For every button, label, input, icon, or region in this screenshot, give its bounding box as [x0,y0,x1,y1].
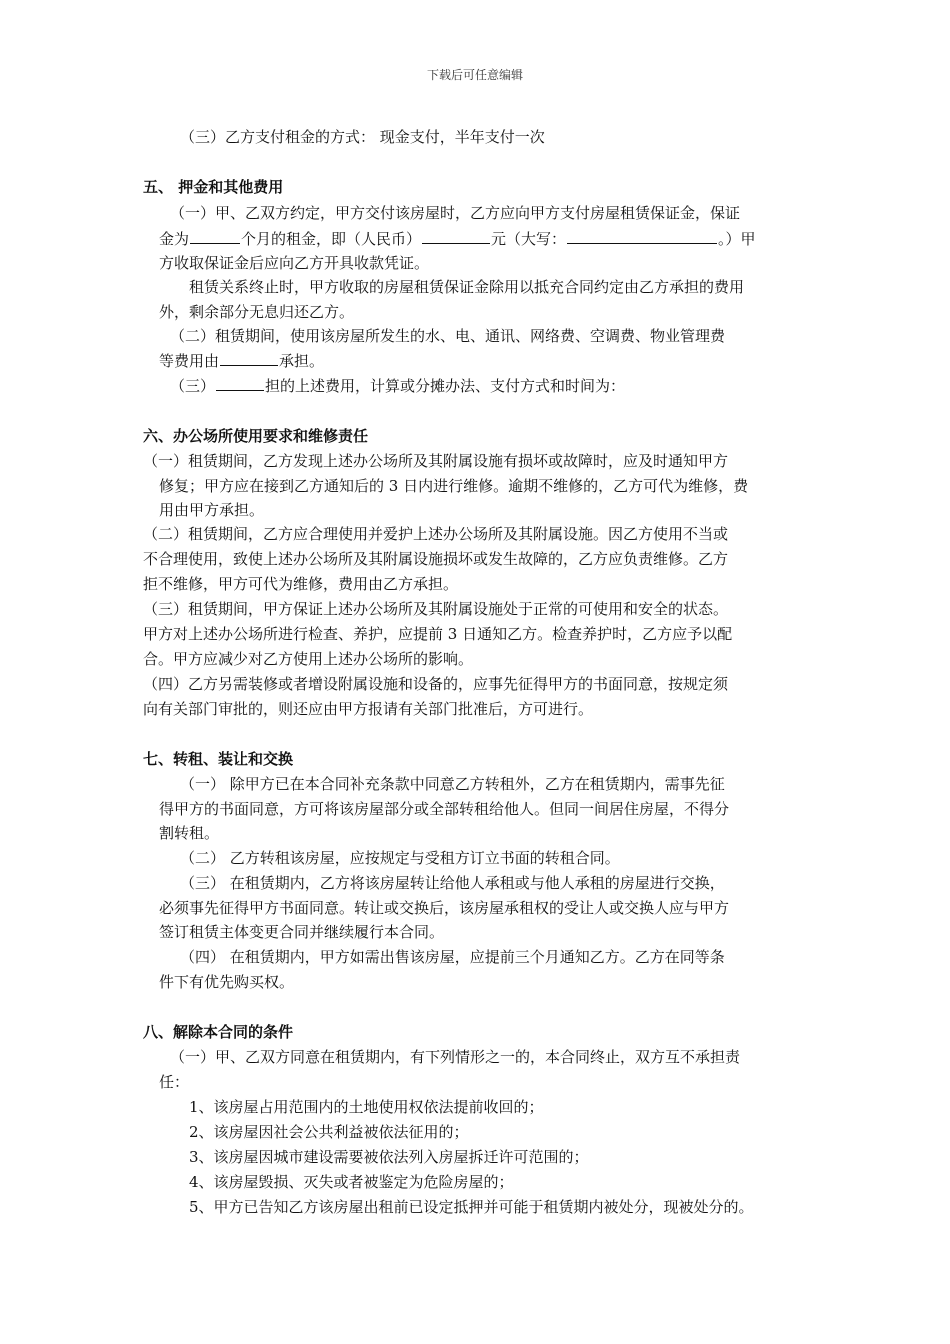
text-run: 。）甲 [718,230,756,248]
section-8-heading: 八、解除本合同的条件 [143,1023,294,1041]
sublet-para-line: 签订租赁主体变更合同并继续履行本合同。 [159,923,445,941]
maintenance-para-line: 甲方对上述办公场所进行检查、养护，应提前 3 日通知乙方。检查养护时，乙方应予以配 [143,625,733,643]
payment-method-line: （三）乙方支付租金的方式： 现金支付，半年支付一次 [180,128,545,146]
sublet-para-line: 割转租。 [159,824,220,842]
deposit-amount-line [159,228,756,249]
sublet-para-line: （四） 在租赁期内，甲方如需出售该房屋，应提前三个月通知乙方。乙方在同等条 [180,948,725,966]
deposit-para-line: （一）甲、乙双方约定，甲方交付该房屋时，乙方应向甲方支付房屋租赁保证金，保证 [170,204,741,222]
deposit-para-line: 方收取保证金后应向乙方开具收款凭证。 [159,254,430,272]
section-7-heading: 七、转租、装让和交换 [143,750,294,768]
maintenance-para-line: 修复；甲方应在接到乙方通知后的 3 日内进行维修。逾期不维修的，乙方可代为维修，费 [159,477,749,495]
text-run: 元（大写： [491,230,567,248]
termination-item: 5、甲方已告知乙方该房屋出租前已设定抵押并可能于租赁期内被处分，现被处分的。 [189,1198,754,1216]
fee-party-blank[interactable] [216,375,264,391]
maintenance-para-line: （二）租赁期间，乙方应合理使用并爱护上述办公场所及其附属设施。因乙方使用不当或 [143,525,729,543]
section-5-heading: 五、 押金和其他费用 [143,178,284,196]
text-run: （三） [170,377,216,395]
maintenance-para-line: （四）乙方另需装修或者增设附属设施和设备的，应事先征得甲方的书面同意，按规定须 [143,675,729,693]
section-6-heading: 六、办公场所使用要求和维修责任 [143,427,369,445]
fee-bearer-blank[interactable] [220,350,278,366]
sublet-para-line: （二） 乙方转租该房屋，应按规定与受租方订立书面的转租合同。 [180,849,620,867]
maintenance-para-line: 不合理使用，致使上述办公场所及其附属设施损坏或发生故障的，乙方应负责维修。乙方 [143,550,729,568]
termination-item: 2、该房屋因社会公共利益被依法征用的； [189,1123,469,1141]
text-run: 个月的租金，即（人民币） [241,230,422,248]
deposit-para-line: 租赁关系终止时，甲方收取的房屋租赁保证金除用以抵充合同约定由乙方承担的费用 [189,278,745,296]
termination-item: 1、该房屋占用范围内的土地使用权依法提前收回的； [189,1098,544,1116]
termination-item: 3、该房屋因城市建设需要被依法列入房屋拆迁许可范围的； [189,1148,589,1166]
maintenance-para-line: 拒不维修，甲方可代为维修，费用由乙方承担。 [143,575,459,593]
text-run: 承担。 [279,352,325,370]
sublet-para-line: 件下有优先购买权。 [159,973,295,991]
maintenance-para-line: （一）租赁期间，乙方发现上述办公场所及其附属设施有损坏或故障时，应及时通知甲方 [143,452,729,470]
maintenance-para-line: 向有关部门审批的，则还应由甲方报请有关部门批准后，方可进行。 [143,700,594,718]
sublet-para-line: （三） 在租赁期内，乙方将该房屋转让给他人承租或与他人承租的房屋进行交换， [180,874,725,892]
text-run: 等费用由 [159,352,220,370]
fees-para-line: （二）租赁期间，使用该房屋所发生的水、电、通讯、网络费、空调费、物业管理费 [170,327,726,345]
amount-in-words-blank[interactable] [567,228,717,244]
deposit-para-line: 外，剩余部分无息归还乙方。 [159,303,355,321]
sublet-para-line: 必须事先征得甲方书面同意。转让或交换后，该房屋承租权的受让人或交换人应与甲方 [159,899,730,917]
sublet-para-line: （一） 除甲方已在本合同补充条款中同意乙方转租外，乙方在租赁期内，需事先征 [180,775,725,793]
text-run: 金为 [159,230,190,248]
maintenance-para-line: 用由甲方承担。 [159,501,265,519]
termination-para-line: （一）甲、乙双方同意在租赁期内，有下列情形之一的，本合同终止，双方互不承担责 [170,1048,741,1066]
termination-para-line: 任： [159,1073,190,1091]
page-header: 下载后可任意编辑 [426,68,523,82]
fees-bearer-line [159,350,324,371]
months-blank[interactable] [190,228,240,244]
termination-item: 4、该房屋毁损、灭失或者被鉴定为危险房屋的； [189,1173,514,1191]
rmb-amount-blank[interactable] [422,228,490,244]
sublet-para-line: 得甲方的书面同意，方可将该房屋部分或全部转租给他人。但同一间居住房屋，不得分 [159,800,730,818]
maintenance-para-line: 合。甲方应减少对乙方使用上述办公场所的影响。 [143,650,474,668]
maintenance-para-line: （三）租赁期间，甲方保证上述办公场所及其附属设施处于正常的可使用和安全的状态。 [143,600,729,618]
text-run: 担的上述费用，计算或分摊办法、支付方式和时间为： [265,377,626,395]
fees-calc-line [170,375,625,396]
